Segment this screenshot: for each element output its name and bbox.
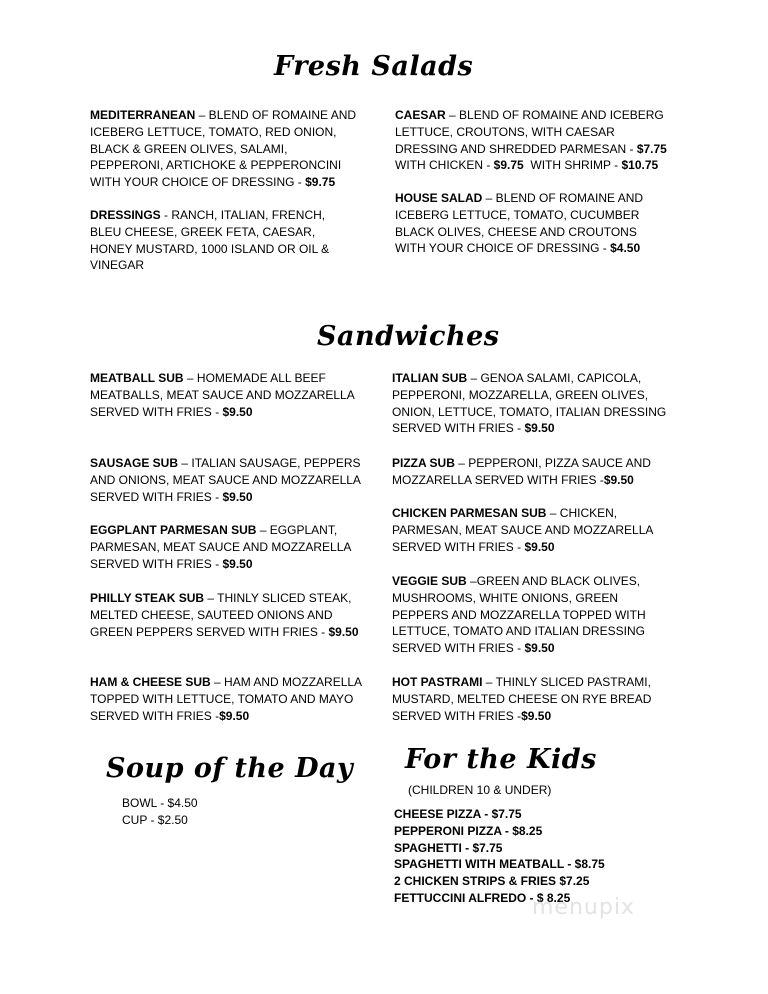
item-description: – THINLY SLICED PASTRAMI, MUSTARD, MELTED CHEESE ON RYE BREAD SERVED WITH FRIES - <box>392 675 652 723</box>
menu-item-ham-cheese-sub <box>90 674 362 724</box>
salads-heading: Fresh Salads <box>274 51 474 82</box>
item-price: $9.50 <box>524 641 555 656</box>
item-name: HOUSE SALAD <box>395 191 483 205</box>
soup-bowl-price: BOWL - $4.50 <box>122 796 198 810</box>
item-name: VEGGIE SUB <box>392 574 467 588</box>
item-price: $9.50 <box>524 421 555 436</box>
item-name: HAM & CHEESE SUB <box>90 675 211 689</box>
soup-cup-price: CUP - $2.50 <box>122 813 188 827</box>
item-name: CHICKEN PARMESAN SUB <box>392 506 547 520</box>
item-price: $9.50 <box>524 539 555 554</box>
kids-menu-item: PEPPERONI PIZZA - $8.25 <box>394 823 543 838</box>
chicken-option-price: $9.75 <box>493 158 524 173</box>
kids-menu-item: SPAGHETTI - $7.75 <box>394 840 503 855</box>
item-price: $9.50 <box>222 404 253 419</box>
item-description: – BLEND OF ROMAINE AND ICEBERG LETTUCE, TOMATO, RED ONION, BLACK & GREEN OLIVES, SALAMI, PEPPERONI, ARTICHOKE & PEPPERONCINI WITH YOUR CHOICE OF DRESSING - <box>90 108 357 190</box>
item-name: PIZZA SUB <box>392 456 455 470</box>
item-description: – EGGPLANT, PARMESAN, MEAT SAUCE AND MOZZARELLA SERVED WITH FRIES - <box>90 523 351 571</box>
menu-item-veggie-sub <box>392 573 677 657</box>
item-price: $7.75 <box>636 141 667 156</box>
sandwiches-heading: Sandwiches <box>317 321 500 352</box>
menu-item-mediterranean <box>90 107 358 191</box>
item-name: PHILLY STEAK SUB <box>90 591 205 605</box>
item-price: $9.50 <box>219 708 250 723</box>
item-name: MEATBALL SUB <box>90 371 184 385</box>
shrimp-option-price: $10.75 <box>621 158 659 173</box>
item-price: $9.50 <box>222 489 253 504</box>
item-description: – HAM AND MOZZARELLA TOPPED WITH LETTUCE, TOMATO AND MAYO SERVED WITH FRIES - <box>90 675 362 723</box>
menu-item-caesar <box>395 107 673 174</box>
menu-item-chicken-parmesan-sub <box>392 505 664 555</box>
item-price: $9.50 <box>521 708 552 723</box>
kids-age-note: (CHILDREN 10 & UNDER) <box>408 783 552 797</box>
item-description: - RANCH, ITALIAN, FRENCH, BLEU CHEESE, GREEK FETA, CAESAR, HONEY MUSTARD, 1000 ISLAND OR OIL & VINEGAR <box>90 208 330 273</box>
item-price: $9.75 <box>305 175 336 190</box>
menupix-watermark: menupix <box>532 895 635 920</box>
item-description: – BLEND OF ROMAINE AND ICEBERG LETTUCE, TOMATO, CUCUMBER BLACK OLIVES, CHEESE AND CROUTONS WITH YOUR CHOICE OF DRESSING - <box>395 191 644 256</box>
kids-menu-item: FETTUCCINI ALFREDO - $ 8.25 <box>394 890 571 905</box>
item-name: DRESSINGS <box>90 208 161 222</box>
menu-item-philly-steak-sub <box>90 590 362 640</box>
item-description: – THINLY SLICED STEAK, MELTED CHEESE, SAUTEED ONIONS AND GREEN PEPPERS SERVED WITH FRIES - <box>90 591 352 639</box>
soup-heading: Soup of the Day <box>106 753 354 784</box>
menu-item-eggplant-parmesan-sub <box>90 522 362 572</box>
menu-item-meatball-sub <box>90 370 362 420</box>
item-name: MEDITERRANEAN <box>90 108 196 122</box>
item-name: SAUSAGE SUB <box>90 456 179 470</box>
kids-menu-item: SPAGHETTI WITH MEATBALL - $8.75 <box>394 857 605 872</box>
menu-item-dressings <box>90 207 358 274</box>
item-description: – HOMEMADE ALL BEEF MEATBALLS, MEAT SAUCE AND MOZZARELLA SERVED WITH FRIES - <box>90 371 355 419</box>
item-description: – ITALIAN SAUSAGE, PEPPERS AND ONIONS, MEAT SAUCE AND MOZZARELLA SERVED WITH FRIES - <box>90 456 361 504</box>
item-price: $9.50 <box>328 624 359 639</box>
item-description: – PEPPERONI, PIZZA SAUCE AND MOZZARELLA SERVED WITH FRIES - <box>392 456 651 487</box>
kids-menu-item: 2 CHICKEN STRIPS & FRIES $7.25 <box>394 874 590 889</box>
menu-item-hot-pastrami <box>392 674 664 724</box>
menu-item-sausage-sub <box>90 455 362 505</box>
item-price: $9.50 <box>222 556 253 571</box>
item-description: – BLEND OF ROMAINE AND ICEBERG LETTUCE, CROUTONS, WITH CAESAR DRESSING AND SHREDDED PARMESAN - <box>395 108 664 156</box>
item-description: –GREEN AND BLACK OLIVES, MUSHROOMS, WHITE ONIONS, GREEN PEPPERS AND MOZZARELLA TOPPED WITH LETTUCE, TOMATO AND ITALIAN DRESSING SERVED WITH FRIES - <box>392 574 646 656</box>
item-description: – CHICKEN, PARMESAN, MEAT SAUCE AND MOZZARELLA SERVED WITH FRIES - <box>392 506 653 554</box>
shrimp-option-label: WITH SHRIMP - <box>523 158 622 173</box>
kids-menu-item: CHEESE PIZZA - $7.75 <box>394 807 522 821</box>
item-name: ITALIAN SUB <box>392 371 468 385</box>
item-price: $4.50 <box>610 241 641 256</box>
chicken-option-label: WITH CHICKEN - <box>395 158 494 173</box>
item-name: CAESAR <box>395 108 446 122</box>
menu-item-house-salad <box>395 190 663 257</box>
kids-heading: For the Kids <box>405 744 597 775</box>
item-name: HOT PASTRAMI <box>392 675 483 689</box>
item-description: – GENOA SALAMI, CAPICOLA, PEPPERONI, MOZZARELLA, GREEN OLIVES, ONION, LETTUCE, TOMATO, ITALIAN DRESSING SERVED WITH FRIES - <box>392 371 667 436</box>
item-name: EGGPLANT PARMESAN SUB <box>90 523 257 537</box>
menu-item-italian-sub <box>392 370 677 437</box>
menu-item-pizza-sub <box>392 455 664 489</box>
item-price: $9.50 <box>603 472 634 487</box>
kids-menu-list <box>394 806 605 907</box>
